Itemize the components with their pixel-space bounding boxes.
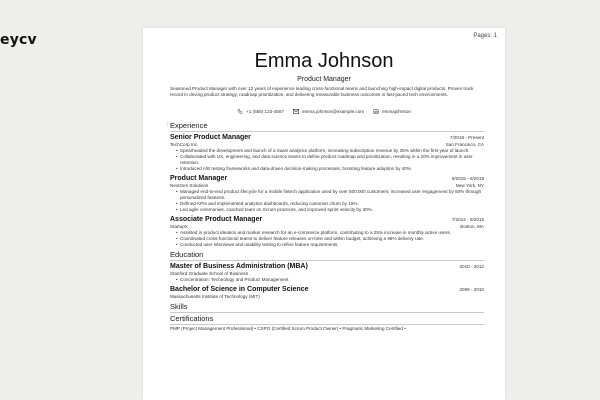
list-item: • Collaborated with UX, engineering, and data science teams to define product roadmap and prioritization, resulting in a 20% improvement in user retention.: [176, 154, 484, 166]
linkedin-icon: [373, 109, 379, 114]
list-item: • Concentration: Technology and Product Management: [176, 277, 484, 283]
job-bullets: [176, 189, 484, 213]
section-title-experience[interactable]: [165, 121, 484, 132]
list-item: • Assisted in product ideation and market research for an e-commerce platform, contributing to a 25% increase in monthly active users.: [176, 230, 484, 236]
degree-bullets: [176, 277, 484, 283]
school-name: Stanford Graduate School of Business: [170, 271, 249, 276]
app-logo[interactable]: eycv: [0, 32, 37, 48]
job-dates: 7/2018 - Present: [450, 135, 484, 140]
list-item: • Conducted user interviews and usability testing to refine feature requirements.: [176, 242, 484, 248]
drag-handle-icon[interactable]: ⋮: [165, 122, 170, 128]
job-title: Product Manager: [170, 175, 228, 182]
page-fade: [143, 394, 505, 400]
resume-body: [165, 121, 484, 332]
job-company: StartupX: [170, 224, 188, 229]
experience-entry[interactable]: [170, 174, 484, 213]
job-location: Boston, MA: [460, 224, 484, 229]
resume-role[interactable]: Product Manager: [297, 76, 351, 83]
section-label: Certifications: [170, 314, 214, 323]
resume-summary[interactable]: Seasoned Product Manager with over 12 years of experience leading cross-functional teams and launching high-impact digital products. Proven track record in driving product strategy, roadmap prioritization, and delivering measurable business outcomes in fast-paced tech environments.: [170, 86, 474, 97]
mail-icon: [293, 109, 299, 114]
job-bullets: [176, 230, 484, 248]
list-item: • Spearheaded the development and launch of a SaaS analytics platform, increasing subscription revenue by 35% within the first year of launch.: [176, 148, 484, 154]
list-item: • Managed end-to-end product lifecycle for a mobile fintech application used by over 500,000 customers; increased user engagement by 50% through personalized features.: [176, 189, 484, 201]
job-location: San Francisco, CA: [445, 142, 484, 147]
section-title-education[interactable]: [170, 250, 484, 261]
section-label: Skills: [170, 302, 188, 311]
job-company: TechCorp Inc.: [170, 142, 199, 147]
contact-info: [143, 109, 505, 114]
phone-text: +1 (555) 123-4567: [246, 109, 284, 114]
section-label: Education: [170, 250, 204, 259]
experience-entry[interactable]: [170, 215, 484, 248]
section-title-certifications[interactable]: [170, 314, 484, 325]
education-entry[interactable]: [170, 262, 484, 283]
education-entry[interactable]: [170, 285, 484, 300]
job-title: Senior Product Manager: [170, 134, 251, 141]
email-text: emma.johnson@example.com: [301, 109, 365, 114]
contact-email[interactable]: [293, 109, 364, 114]
job-dates: 6/2015 - 6/2018: [451, 176, 484, 181]
resume-name[interactable]: Emma Johnson: [254, 50, 394, 72]
list-item: • Introduced A/B testing frameworks and data-driven decision-making processes, boosting feature adoption by 40%.: [176, 166, 484, 172]
degree-dates: 2006 - 2010: [459, 287, 484, 292]
certifications-list[interactable]: PMP (Project Management Professional) • CSPO (Certified Scrum Product Owner) • Pragmatic Marketing Certified •: [170, 326, 406, 331]
degree-title: Master of Business Administration (MBA): [170, 263, 308, 270]
section-title-skills[interactable]: [170, 302, 484, 313]
job-title: Associate Product Manager: [170, 216, 263, 223]
resume-page: [143, 28, 505, 400]
phone-icon: [237, 109, 243, 114]
job-location: New York, NY: [455, 183, 484, 188]
degree-dates: 2010 - 2012: [459, 264, 484, 269]
contact-phone[interactable]: [237, 109, 284, 114]
degree-title: Bachelor of Science in Computer Science: [170, 286, 309, 293]
page-count: Pages: 1: [473, 33, 497, 39]
school-name: Massachusetts Institute of Technology (MIT): [170, 294, 260, 299]
contact-linkedin[interactable]: [373, 109, 411, 114]
job-company: NextGen Solutions: [170, 183, 209, 188]
list-item: • Coordinated cross-functional teams to deliver feature releases on-time and within budget, achieving a 98% delivery rate.: [176, 236, 484, 242]
list-item: • Led agile ceremonies, coached team on Scrum practices, and improved sprint velocity by 30%.: [176, 207, 484, 213]
list-item: • Defined KPIs and implemented analytics dashboards, reducing customer churn by 15%.: [176, 201, 484, 207]
job-dates: 7/2012 - 5/2015: [451, 217, 484, 222]
section-label: Experience: [170, 121, 208, 130]
job-bullets: [176, 148, 484, 172]
linkedin-text: emmajohnson: [382, 109, 411, 114]
experience-entry[interactable]: [170, 133, 484, 172]
